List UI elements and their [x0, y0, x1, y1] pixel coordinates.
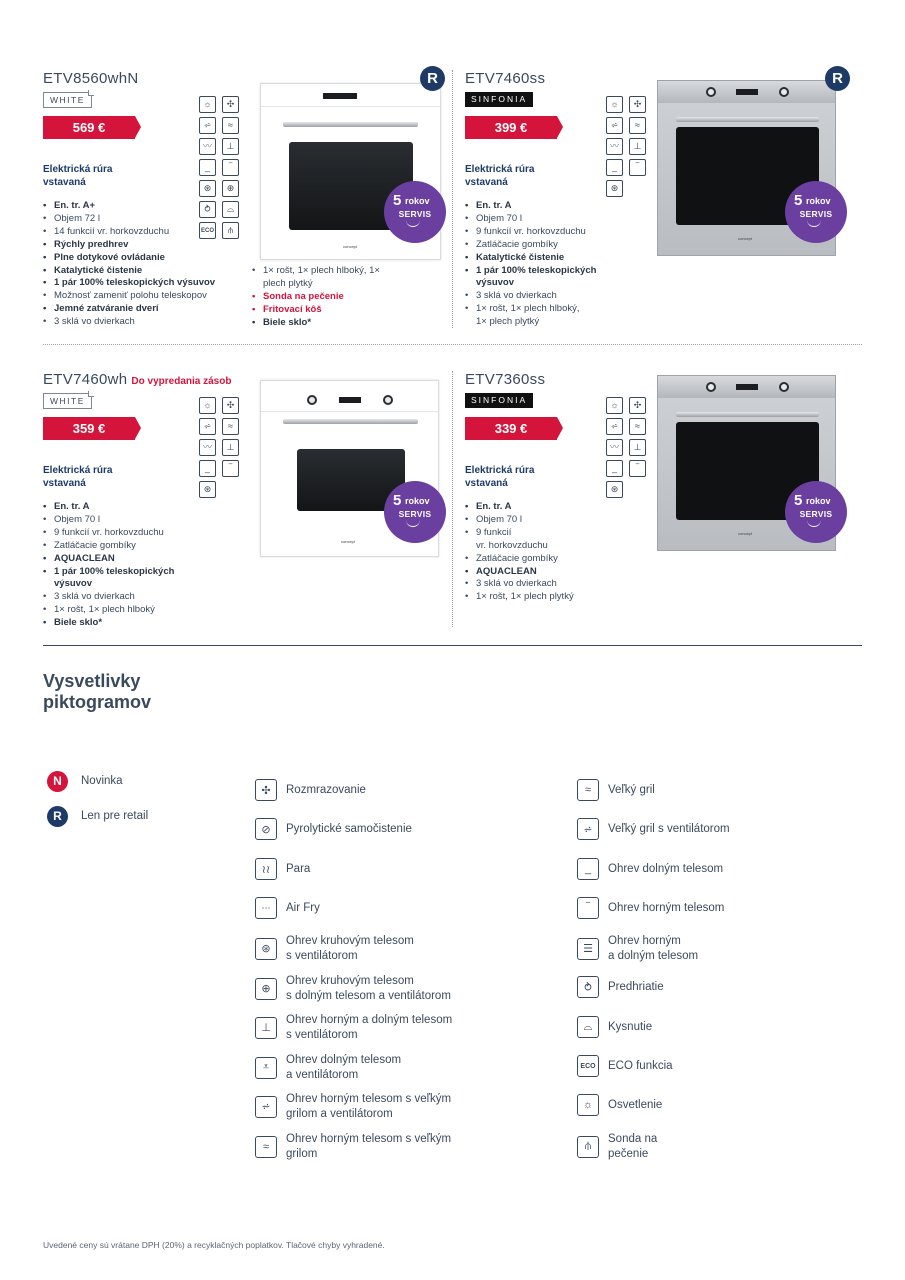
ring-fan-icon: ⊛	[199, 180, 216, 197]
big-grill-icon: ≈	[222, 117, 239, 134]
feature-item: • 9 funkcií vr. horkovzduchu	[43, 527, 174, 540]
pictogram-grid	[199, 96, 241, 239]
ring-fan-bottom-icon: ⊕	[255, 978, 277, 1000]
legend-item	[577, 1016, 652, 1038]
legend-item	[577, 818, 730, 840]
legend-item	[255, 897, 320, 919]
product-model: ETV7360ss	[465, 371, 546, 388]
feature-item: • Zatláčacie gombíky	[465, 239, 596, 252]
legend-label: Ohrev horným telesom s veľkým	[286, 1133, 452, 1145]
legend-label: s ventilátorom	[286, 1028, 358, 1041]
feature-item: • 1× rošt, 1× plech hlboký,	[465, 303, 596, 316]
product-model: ETV8560whN	[43, 70, 139, 87]
top-bottom-fan-icon: ⊥	[629, 138, 646, 155]
legend-label: Len pre retail	[81, 810, 149, 823]
series-badge: SINFONIA	[465, 92, 533, 107]
eco-icon: ECO	[199, 222, 216, 239]
preheat-icon: ⥁	[577, 976, 599, 998]
service-label: SERVIS	[398, 209, 432, 219]
top-grill-icon: 〰	[199, 439, 216, 456]
service-badge	[785, 481, 847, 543]
legend-label: Novinka	[81, 775, 123, 788]
light-icon: ☼	[199, 397, 216, 414]
legend-item	[577, 976, 664, 998]
extra-feature-list	[252, 265, 380, 330]
probe-icon: ⫛	[222, 222, 239, 239]
legend-label: Veľký gril	[608, 783, 655, 796]
legend-label: Para	[286, 862, 311, 875]
top-bottom-fan-icon: ⊥	[222, 138, 239, 155]
service-label: SERVIS	[799, 509, 833, 519]
big-grill-icon: ≈	[255, 1136, 277, 1158]
retail-badge: R	[825, 66, 850, 91]
series-badge: SINFONIA	[465, 393, 533, 408]
top-bottom-fan-icon: ⊥	[222, 439, 239, 456]
big-grill-icon: ≈	[222, 418, 239, 435]
bottom-heat-icon: _	[606, 460, 623, 477]
feature-item: • Objem 72 l	[43, 213, 215, 226]
legend-badge-retail	[47, 806, 148, 827]
feature-item: • 1 pár 100% teleskopických	[43, 566, 174, 579]
defrost-icon: ✣	[222, 397, 239, 414]
big-grill-fan-icon: ⩫	[606, 117, 623, 134]
pictogram-grid	[199, 397, 241, 498]
feature-item: • En. tr. A+	[43, 200, 215, 213]
feature-item: vr. horkovzduchu	[476, 539, 548, 551]
feature-item: • Rýchly predhrev	[43, 239, 215, 252]
pictogram-grid	[606, 96, 648, 197]
feature-item: • AQUACLEAN	[465, 566, 574, 579]
service-label: SERVIS	[799, 209, 833, 219]
service-years: 5	[794, 192, 803, 209]
big-grill-icon: ≈	[629, 117, 646, 134]
product-category: Elektrická rúra vstavaná	[465, 164, 535, 188]
new-badge-icon: N	[47, 771, 68, 792]
ring-fan-icon: ⊛	[606, 481, 623, 498]
eco-icon: ECO	[577, 1055, 599, 1077]
legend-item	[577, 779, 655, 801]
big-grill-fan-icon: ⩫	[255, 1096, 277, 1118]
price-tag: 359 €	[43, 417, 135, 440]
top-bottom-fan-icon: ⊥	[255, 1017, 277, 1039]
product-model	[43, 371, 231, 388]
feature-item: • 9 funkcií	[465, 527, 574, 540]
legend-title	[43, 671, 151, 713]
defrost-icon: ✣	[629, 96, 646, 113]
light-icon: ☼	[606, 397, 623, 414]
section-divider	[43, 645, 862, 646]
oven-image: concept	[260, 380, 439, 557]
feature-item: • 9 funkcií vr. horkovzduchu	[465, 226, 596, 239]
feature-list	[43, 501, 174, 630]
model-name: ETV7460wh	[43, 371, 128, 388]
feature-item: • Plne dotykové ovládanie	[43, 252, 215, 265]
legend-label: grilom a ventilátorom	[286, 1107, 393, 1120]
legend-item	[577, 934, 698, 963]
price-tag: 339 €	[465, 417, 557, 440]
feature-item: • Katalytické čistenie	[465, 252, 596, 265]
feature-list	[465, 501, 574, 604]
legend-label: s dolným telesom a ventilátorom	[286, 989, 451, 1002]
defrost-icon: ✣	[255, 779, 277, 801]
legend-item	[577, 1132, 657, 1161]
feature-item: • Biele sklo*	[43, 617, 174, 630]
column-divider	[452, 70, 453, 328]
defrost-icon: ✣	[629, 397, 646, 414]
bottom-heat-icon: _	[577, 858, 599, 880]
legend-item	[577, 858, 723, 880]
defrost-icon: ✣	[222, 96, 239, 113]
feature-item: 1× plech plytký	[476, 316, 540, 328]
legend-label: Veľký gril s ventilátorom	[608, 822, 730, 835]
light-icon: ☼	[199, 96, 216, 113]
feature-item: • 14 funkcií vr. horkovzduchu	[43, 226, 215, 239]
legend-item	[255, 974, 451, 1003]
probe-icon: ⫛	[577, 1136, 599, 1158]
legend-item	[255, 1132, 451, 1161]
feature-item: • 1× rošt, 1× plech hlboký	[43, 604, 174, 617]
legend-label: Ohrev horným a dolným telesom	[286, 1014, 453, 1026]
legend-label: Ohrev kruhovým telesom	[286, 975, 414, 987]
ring-fan-icon: ⊛	[606, 180, 623, 197]
feature-item: • 1× rošt, 1× plech plytký	[465, 591, 574, 604]
legend-label: Ohrev horným telesom s veľkým	[286, 1093, 452, 1105]
price-tag: 569 €	[43, 116, 135, 139]
feature-item: • Objem 70 l	[43, 514, 174, 527]
feature-item: • Zatláčacie gombíky	[465, 553, 574, 566]
top-heat-icon: ‾	[222, 460, 239, 477]
legend-label: Pyrolytické samočistenie	[286, 822, 412, 835]
legend-item	[255, 858, 310, 880]
feature-item: • Biele sklo*	[252, 317, 380, 330]
feature-list	[43, 200, 215, 329]
big-grill-icon: ≈	[577, 779, 599, 801]
legend-badge-new	[47, 771, 123, 792]
service-badge	[384, 181, 446, 243]
price-tag: 399 €	[465, 116, 557, 139]
top-bottom-fan-icon: ⊥	[629, 439, 646, 456]
pictogram-grid	[606, 397, 648, 498]
service-word: rokov	[806, 196, 831, 206]
preheat-icon: ⥁	[199, 201, 216, 218]
big-grill-fan-icon: ⩫	[199, 418, 216, 435]
feature-item: • AQUACLEAN	[43, 553, 174, 566]
big-grill-icon: ≈	[629, 418, 646, 435]
column-divider	[452, 371, 453, 627]
legend-item	[255, 1053, 401, 1082]
feature-item: • Katalytické čistenie	[43, 265, 215, 278]
feature-item: • Sonda na pečenie	[252, 291, 380, 304]
legend-item	[255, 1013, 452, 1042]
ring-fan-icon: ⊛	[199, 481, 216, 498]
feature-item: • 3 sklá vo dvierkach	[465, 578, 574, 591]
clearance-note: Do vypredania zásob	[131, 376, 232, 387]
light-icon: ☼	[606, 96, 623, 113]
service-years: 5	[794, 492, 803, 509]
feature-item: • 1 pár 100% teleskopických	[465, 265, 596, 278]
legend-label: a ventilátorom	[286, 1068, 359, 1081]
feature-item: • En. tr. A	[43, 501, 174, 514]
top-heat-icon: ‾	[222, 159, 239, 176]
legend-label: ECO funkcia	[608, 1059, 673, 1072]
series-badge: WHITE	[43, 92, 92, 108]
feature-item: • En. tr. A	[465, 200, 596, 213]
feature-item: výsuvov	[476, 277, 515, 289]
top-grill-icon: 〰	[199, 138, 216, 155]
legend-item	[255, 934, 414, 963]
legend-label: Predhriatie	[608, 980, 664, 993]
legend-label: Air Fry	[286, 901, 320, 914]
legend-label: Ohrev dolným telesom	[608, 862, 724, 875]
row-divider	[43, 344, 862, 345]
oven-image: concept	[657, 375, 836, 551]
oven-image: concept	[260, 83, 441, 260]
retail-badge: R	[420, 66, 445, 91]
bottom-heat-icon: _	[199, 460, 216, 477]
legend-label: s ventilátorom	[286, 949, 358, 962]
legend-label: Ohrev horným telesom	[608, 901, 725, 914]
top-heat-icon: ‾	[629, 159, 646, 176]
legend-label: Ohrev kruhovým telesom	[286, 935, 414, 947]
feature-item: • 3 sklá vo dvierkach	[43, 316, 215, 329]
legend-item	[577, 1094, 662, 1116]
top-grill-icon: 〰	[606, 138, 623, 155]
legend-title-line: Vysvetlivky	[43, 671, 141, 691]
big-grill-fan-icon: ⩫	[199, 117, 216, 134]
feature-item: plech plytký	[263, 277, 313, 289]
proving-icon: ⌓	[222, 201, 239, 218]
service-word: rokov	[806, 496, 831, 506]
legend-label: Sonda na	[608, 1133, 658, 1145]
feature-item: • Zatláčacie gombíky	[43, 540, 174, 553]
feature-item: • 1 pár 100% teleskopických výsuvov	[43, 277, 215, 290]
legend-label: Kysnutie	[608, 1020, 653, 1033]
service-word: rokov	[405, 496, 430, 506]
feature-list	[465, 200, 596, 329]
big-grill-fan-icon: ⩫	[606, 418, 623, 435]
top-grill-icon: 〰	[606, 439, 623, 456]
proving-icon: ⌓	[577, 1016, 599, 1038]
legend-label: a dolným telesom	[608, 949, 699, 962]
footer-disclaimer: Uvedené ceny sú vrátane DPH (20%) a recyklačných poplatkov. Tlačové chyby vyhradené.	[43, 1240, 385, 1250]
legend-label: grilom	[286, 1147, 318, 1160]
top-heat-icon: ‾	[629, 460, 646, 477]
legend-label: Ohrev horným	[608, 935, 681, 947]
service-label: SERVIS	[398, 509, 432, 519]
legend-item	[255, 818, 412, 840]
feature-item: • Možnosť zameniť polohu teleskopov	[43, 290, 215, 303]
bottom-heat-icon: _	[606, 159, 623, 176]
bottom-fan-icon: ⩡	[255, 1057, 277, 1079]
pyrolytic-icon: ⊘	[255, 818, 277, 840]
service-badge	[785, 181, 847, 243]
feature-item: • Objem 70 l	[465, 514, 574, 527]
product-category: Elektrická rúra vstavaná	[43, 465, 113, 489]
product-model: ETV7460ss	[465, 70, 546, 87]
oven-image: concept	[657, 80, 836, 256]
light-icon: ☼	[577, 1094, 599, 1116]
ring-fan-bottom-icon: ⊕	[222, 180, 239, 197]
feature-item: • 1× rošt, 1× plech hlboký, 1×	[252, 265, 380, 278]
legend-item	[577, 1055, 673, 1077]
legend-item	[255, 779, 366, 801]
big-grill-fan-icon: ⩫	[577, 818, 599, 840]
service-years: 5	[393, 192, 402, 209]
top-bottom-heat-icon: ☰	[577, 938, 599, 960]
legend-label: pečenie	[608, 1147, 649, 1160]
series-badge: WHITE	[43, 393, 92, 409]
feature-item: výsuvov	[54, 578, 93, 590]
legend-label: Osvetlenie	[608, 1098, 663, 1111]
air-fry-icon: ⋯	[255, 897, 277, 919]
legend-label: Rozmrazovanie	[286, 783, 366, 796]
legend-item	[255, 1092, 451, 1121]
product-category: Elektrická rúra vstavaná	[465, 465, 535, 489]
legend-label: Ohrev dolným telesom	[286, 1054, 402, 1066]
feature-item: • Jemné zatváranie dverí	[43, 303, 215, 316]
feature-item: • 3 sklá vo dvierkach	[43, 591, 174, 604]
feature-item: • Fritovací kôš	[252, 304, 380, 317]
legend-item	[577, 897, 724, 919]
bottom-heat-icon: _	[199, 159, 216, 176]
feature-item: • Objem 70 l	[465, 213, 596, 226]
steam-icon: ≀≀	[255, 858, 277, 880]
feature-item: • En. tr. A	[465, 501, 574, 514]
service-badge	[384, 481, 446, 543]
service-word: rokov	[405, 196, 430, 206]
feature-item: • 3 sklá vo dvierkach	[465, 290, 596, 303]
retail-badge-icon: R	[47, 806, 68, 827]
top-heat-icon: ‾	[577, 897, 599, 919]
legend-title-line: piktogramov	[43, 692, 152, 712]
ring-fan-icon: ⊛	[255, 938, 277, 960]
service-years: 5	[393, 492, 402, 509]
product-category: Elektrická rúra vstavaná	[43, 164, 113, 188]
